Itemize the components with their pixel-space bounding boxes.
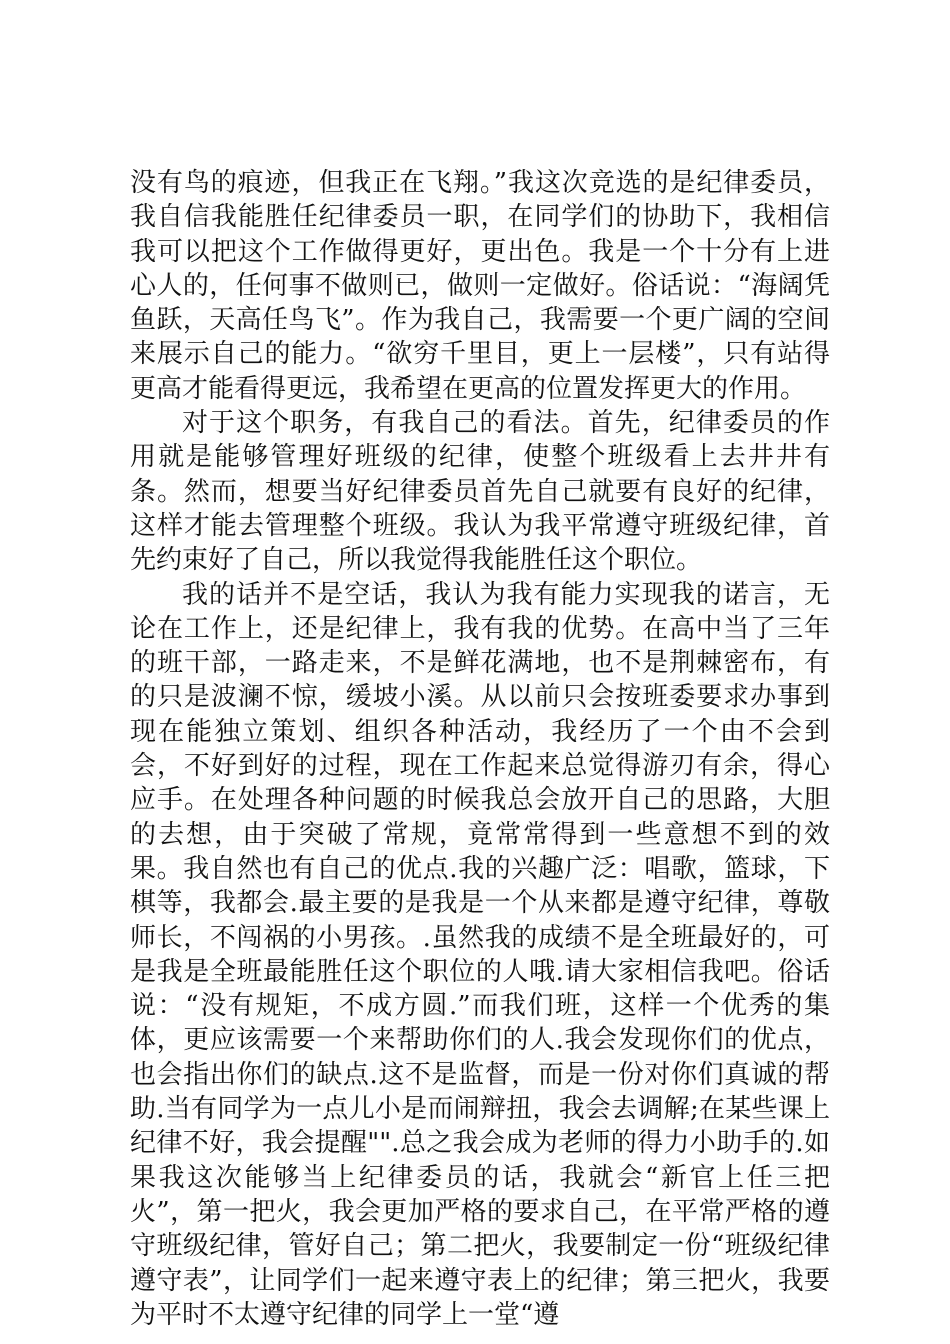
paragraph-3: 我的话并不是空话，我认为我有能力实现我的诺言，无论在工作上，还是纪律上，我有我的优势。在高中当了三年的班干部，一路走来，不是鲜花满地，也不是荆棘密布，有的只是波澜不惊，缓坡小溪。从以前只会按班委要求办事到现在能独立策划、组织各种活动，我经历了一个由不会到会，不好到好的过程，现在工作起来总觉得游刃有余，得心应手。在处理各种问题的时候我总会放开自己的思路，大胆的去想，由于突破了常规，竟常常得到一些意想不到的效果。我自然也有自己的优点.我的兴趣广泛：唱歌，篮球，下棋等，我都会.最主要的是我是一个从来都是遵守纪律，尊敬师长，不闯祸的小男孩。.虽然我的成绩不是全班最好的，可是我是全班最能胜任这个职位的人哦.请大家相信我吧。俗话说：“没有规矩，不成方圆.”而我们班，这样一个优秀的集体，更应该需要一个来帮助你们的人.我会发现你们的优点，也会指出你们的缺点.这不是监督，而是一份对你们真诚的帮助.当有同学为一点儿小是而闹辩扭，我会去调解;在某些课上纪律不好，我会提醒"".总之我会成为老师的得力小助手的.如果我这次能够当上纪律委员的话，我就会“新官上任三把火”，第一把火，我会更加严格的要求自己，在平常严格的遵守班级纪律，管好自己；第二把火，我要制定一份“班级纪律遵守表”，让同学们一起来遵守表上的纪律；第三把火，我要为平时不太遵守纪律的同学上一堂“遵 — [130, 579, 830, 1330]
paragraph-1: 没有鸟的痕迹，但我正在飞翔。”我这次竞选的是纪律委员，我自信我能胜任纪律委员一职，在同学们的协助下，我相信我可以把这个工作做得更好，更出色。我是一个十分有上进心人的，任何事不做则已，做则一定做好。俗话说：“海阔凭鱼跃，天高任鸟飞”。作为我自己，我需要一个更广阔的空间来展示自己的能力。“欲穷千里目，更上一层楼”，只有站得更高才能看得更远，我希望在更高的位置发挥更大的作用。 — [130, 168, 830, 404]
document-body — [130, 166, 830, 1332]
paragraph-2: 对于这个职务，有我自己的看法。首先，纪律委员的作用就是能够管理好班级的纪律，使整个班级看上去井井有条。然而，想要当好纪律委员首先自己就要有良好的纪律，这样才能去管理整个班级。我认为我平常遵守班级纪律，首先约束好了自己，所以我觉得我能胜任这个职位。 — [130, 408, 830, 576]
